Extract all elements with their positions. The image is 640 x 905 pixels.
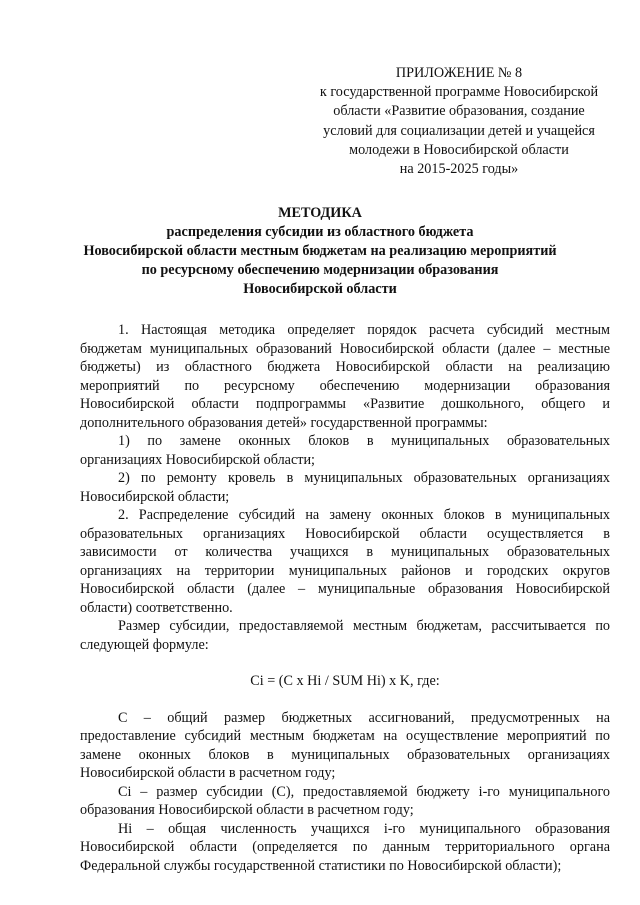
- text-line: Новосибирской области подпрограммы «Развитие дошкольного, общего и: [80, 396, 610, 412]
- appendix-line: молодежи в Новосибирской области: [349, 141, 569, 158]
- paragraph-3: [80, 617, 610, 654]
- paragraph-2: [80, 506, 610, 617]
- text-line: С – общий размер бюджетных ассигнований, предусмотренных на: [118, 709, 610, 726]
- title-heading: МЕТОДИКА: [278, 205, 362, 221]
- text-line: дополнительного образования детей» государственной программы:: [80, 414, 488, 431]
- appendix-line: на 2015-2025 годы»: [399, 161, 519, 178]
- text-line: бюджеты) из областного бюджета Новосибирской области на реализацию: [80, 359, 610, 375]
- definition-ci: [80, 783, 610, 820]
- text-line: образовательных организациях Новосибирской области осуществляется в: [80, 525, 610, 542]
- text-line: Hi – общая численность учащихся i-го муниципального образования: [118, 820, 610, 837]
- text-line: Новосибирской области;: [80, 488, 230, 505]
- title-line: по ресурсному обеспечению модернизации образования: [141, 262, 499, 278]
- title-line: распределения субсидии из областного бюджета: [166, 224, 474, 240]
- text-line: Новосибирской области (определяется по данным территориального органа: [80, 839, 610, 855]
- paragraph-1: [80, 321, 610, 432]
- text-line: области) соответственно.: [80, 599, 233, 616]
- list-item-2: [80, 469, 610, 506]
- text-line: Сi – размер субсидии (С), предоставляемой бюджету i-го муниципального: [118, 783, 610, 800]
- formula: Ci = (C x Hi / SUM Hi) x K, где:: [250, 673, 440, 689]
- document-title: [60, 204, 580, 299]
- appendix-number: ПРИЛОЖЕНИЕ № 8: [395, 65, 523, 81]
- text-line: зависимости от количества учащихся в муниципальных образовательных: [80, 544, 610, 560]
- appendix-line: к государственной программе Новосибирской: [319, 84, 599, 101]
- definition-c: [80, 709, 610, 783]
- document-body: [80, 321, 610, 875]
- text-line: Федеральной службы государственной статистики по Новосибирской области);: [80, 857, 562, 874]
- text-line: 1. Настоящая методика определяет порядок расчета субсидий местным: [118, 322, 610, 338]
- text-line: образования Новосибирской области в расчетном году;: [80, 802, 414, 818]
- text-line: мероприятий по ресурсному обеспечению модернизации образования: [80, 377, 610, 394]
- text-line: Новосибирской области (далее – муниципальные образования Новосибирской: [80, 581, 610, 597]
- text-line: Новосибирской области в расчетном году;: [80, 765, 336, 781]
- text-line: организациях на территории муниципальных районов и городских округов: [80, 562, 610, 579]
- appendix-line: условий для социализации детей и учащейся: [323, 122, 595, 139]
- text-line: 1) по замене оконных блоков в муниципальных образовательных: [118, 433, 610, 449]
- text-line: предоставление субсидий местным бюджетам на осуществление мероприятий по: [80, 728, 610, 744]
- text-line: организациях Новосибирской области;: [80, 451, 315, 468]
- text-line: Размер субсидии, предоставляемой местным бюджетам, рассчитывается по: [118, 618, 610, 634]
- definition-hi: [80, 820, 610, 876]
- title-line: Новосибирской области местным бюджетам на реализацию мероприятий: [83, 243, 557, 259]
- text-line: следующей формуле:: [80, 636, 209, 653]
- text-line: замене оконных блоков в муниципальных образовательных организациях: [80, 746, 610, 763]
- title-line: Новосибирской области: [243, 281, 397, 297]
- text-line: 2) по ремонту кровель в муниципальных образовательных организациях: [118, 470, 610, 486]
- list-item-1: [80, 432, 610, 469]
- text-line: бюджетам муниципальных образований Новосибирской области (далее – местные: [80, 340, 610, 357]
- appendix-line: области «Развитие образования, создание: [333, 103, 585, 120]
- text-line: 2. Распределение субсидий на замену оконных блоков в муниципальных: [118, 507, 610, 523]
- appendix-header: [300, 64, 618, 179]
